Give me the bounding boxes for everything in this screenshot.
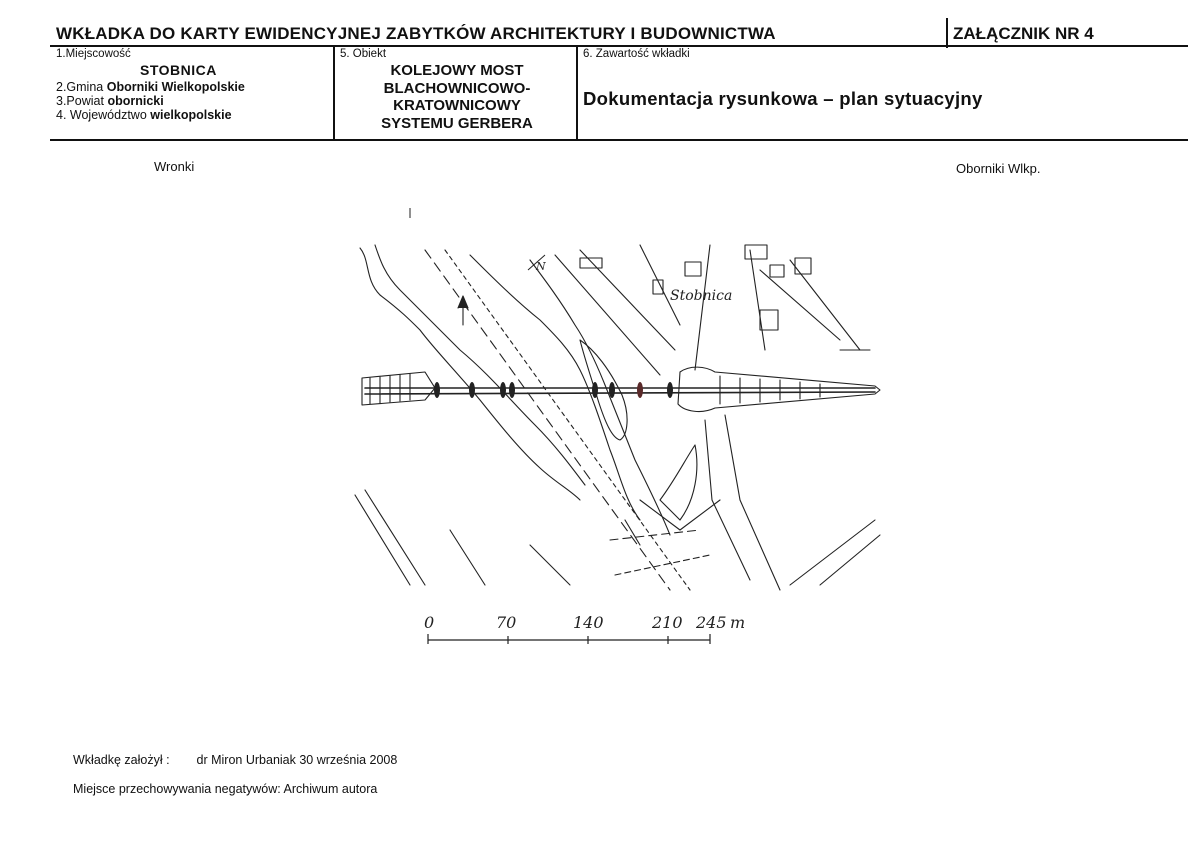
- village-label: Stobnica: [670, 288, 733, 304]
- contents-label: 6. Zawartość wkładki: [583, 48, 690, 60]
- scale-tick: 245: [696, 613, 727, 632]
- scale-bar: [420, 606, 760, 656]
- storage-line: [73, 782, 377, 796]
- bridge-pier: [609, 382, 615, 398]
- founder-value: dr Miron Urbaniak 30 września 2008: [196, 753, 398, 767]
- object-line: SYSTEMU GERBERA: [381, 114, 533, 132]
- object-line: KRATOWNICOWY: [393, 97, 521, 114]
- annex-divider: [946, 18, 948, 48]
- bridge-pier: [667, 382, 673, 398]
- document-title: WKŁADKA DO KARTY EWIDENCYJNEJ ZABYTKÓW ARCHITEKTURY I BUDOWNICTWA: [56, 24, 776, 43]
- bridge-pier: [592, 382, 598, 398]
- voivodeship-line: [56, 108, 232, 122]
- commune-label: 2.Gmina: [56, 80, 104, 94]
- object-name: [337, 62, 577, 132]
- header-bottom-rule: [50, 139, 1188, 141]
- place-left: Wronki: [154, 159, 195, 174]
- storage-value: Archiwum autora: [283, 782, 378, 796]
- annex-label: ZAŁĄCZNIK NR 4: [953, 24, 1094, 43]
- bridge-pier: [509, 382, 515, 398]
- commune-value: Oborniki Wielkopolskie: [106, 80, 245, 94]
- scale-tick: 0: [424, 613, 435, 632]
- location-label: 1.Miejscowość: [56, 48, 131, 60]
- place-right: Oborniki Wlkp.: [956, 161, 1041, 176]
- object-line: BLACHOWNICOWO-: [383, 79, 531, 97]
- county-value: obornicki: [107, 94, 164, 108]
- founder-line: [73, 753, 397, 767]
- north-label: N: [536, 260, 546, 273]
- header-rule: [50, 45, 1188, 47]
- bridge-pier: [469, 382, 475, 398]
- scale-unit: m: [730, 613, 746, 632]
- bridge-pier: [500, 382, 506, 398]
- founder-label: Wkładkę założył :: [73, 753, 170, 767]
- scale-tick: 140: [573, 613, 604, 632]
- scale-tick: 70: [496, 613, 517, 632]
- bridge-pier: [434, 382, 440, 398]
- commune-line: [56, 80, 245, 94]
- voivodeship-label: 4. Województwo: [56, 108, 147, 122]
- county-label: 3.Powiat: [56, 94, 104, 108]
- object-label: 5. Obiekt: [340, 48, 387, 60]
- location-name: STOBNICA: [140, 62, 217, 78]
- object-line: KOLEJOWY MOST: [390, 62, 524, 79]
- county-line: [56, 94, 164, 108]
- voivodeship-value: wielkopolskie: [150, 108, 232, 122]
- bridge-pier: [637, 382, 643, 398]
- cell-divider-1: [333, 47, 335, 140]
- contents-value: Dokumentacja rysunkowa – plan sytuacyjny: [583, 88, 983, 109]
- site-plan-map: [340, 200, 900, 600]
- storage-label: Miejsce przechowywania negatywów:: [73, 782, 281, 796]
- scale-tick: 210: [652, 613, 683, 632]
